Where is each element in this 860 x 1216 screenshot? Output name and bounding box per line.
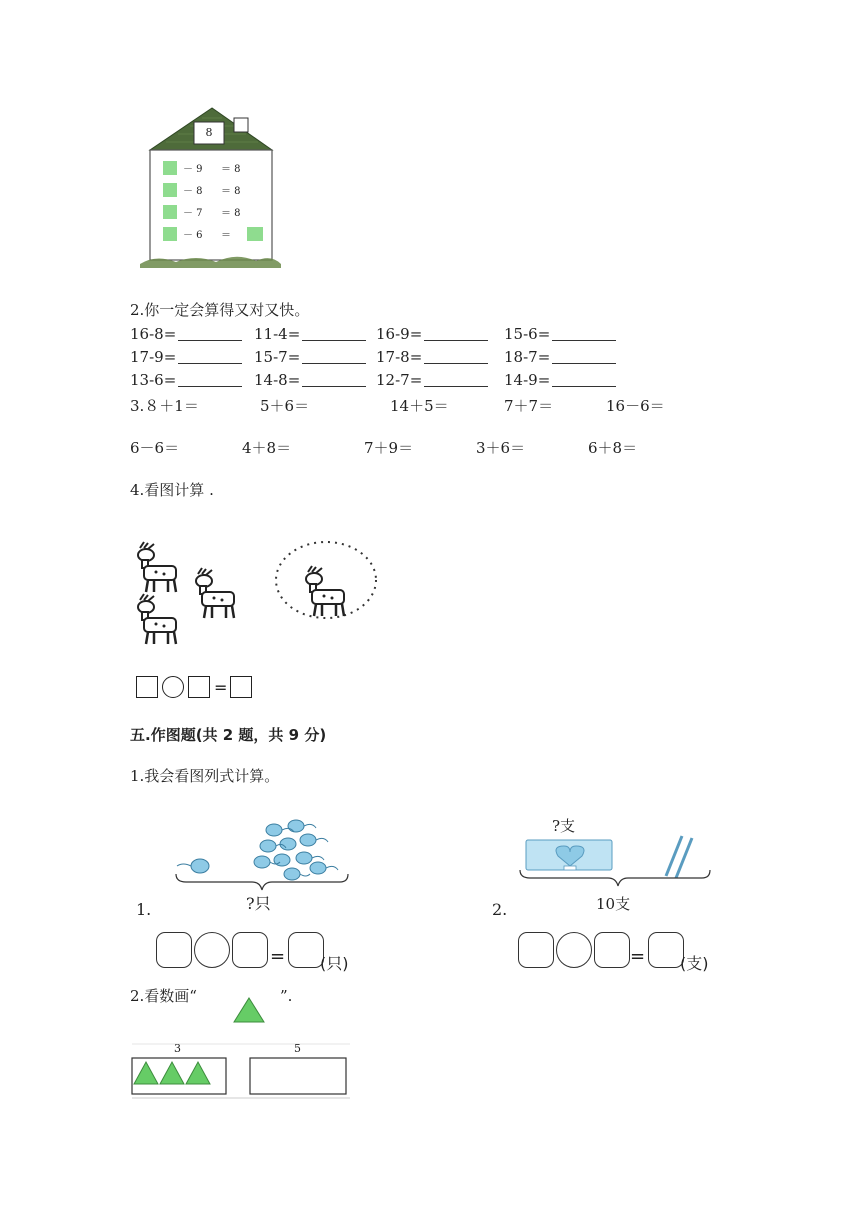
unit-label: (只) [320,954,349,973]
q5-2-title-left: 2.看数画“ [130,987,197,1005]
operator-circle[interactable] [162,676,184,698]
left-index: 1. [136,900,152,919]
problem: 14-8= [254,371,301,389]
problem: 15-7= [254,348,301,366]
answer-box[interactable] [594,932,630,968]
row-eq: ＝ 8 [221,164,241,175]
equals-sign: = [214,678,228,697]
row-eq: ＝ [221,230,231,241]
problem: 15-6= [504,325,551,343]
box1-label: 3 [174,1042,181,1055]
equals-sign: = [270,946,286,967]
right-index: 2. [492,900,508,919]
answer-blank[interactable] [178,372,242,387]
q2-grid [130,324,650,394]
green-answer-box[interactable] [163,227,177,241]
answer-box[interactable] [518,932,554,968]
answer-box[interactable] [156,932,192,968]
count-box-figure [130,1040,352,1102]
q3-problem: 7＋7＝ [504,397,554,415]
problem: 17-9= [130,348,177,366]
unit-label: (支) [680,954,709,973]
problem: 16-9= [376,325,423,343]
answer-blank[interactable] [552,372,616,387]
left-question: ?只 [246,894,271,913]
answer-box[interactable] [288,932,324,968]
q3-problem: 3.８＋1＝ [130,397,199,415]
answer-blank[interactable] [302,372,366,387]
row-op: － 8 [183,186,203,197]
house-figure [136,104,286,274]
house-row [163,204,273,220]
answer-blank[interactable] [424,326,488,341]
green-answer-box[interactable] [163,205,177,219]
row-op: － 6 [183,230,203,241]
answer-blank[interactable] [424,349,488,364]
q3-problem: 16－6＝ [606,397,665,415]
house-row [163,160,273,176]
answer-blank[interactable] [302,326,366,341]
tadpole-icon [172,810,352,892]
q3-problem: 3＋6＝ [476,439,526,457]
house-row [163,226,273,242]
triangle-icon [232,996,266,1028]
roof-number: 8 [205,126,213,139]
answer-box[interactable] [188,676,210,698]
q2-title: 2.你一定会算得又对又快。 [130,301,310,319]
pencil-picture [516,832,716,898]
answer-box[interactable] [136,676,158,698]
row-eq: ＝ 8 [221,186,241,197]
problem: 17-8= [376,348,423,366]
problem: 14-9= [504,371,551,389]
answer-blank[interactable] [302,349,366,364]
problem: 18-7= [504,348,551,366]
q5-1-title: 1.我会看图列式计算。 [130,767,280,785]
green-answer-box[interactable] [163,183,177,197]
problem: 12-7= [376,371,423,389]
answer-blank[interactable] [552,349,616,364]
answer-blank[interactable] [552,326,616,341]
deer-icon [128,538,388,648]
equals-sign: = [630,946,646,967]
q3-problem: 14＋5＝ [390,397,449,415]
answer-blank[interactable] [178,349,242,364]
q3-problem: 4＋8＝ [242,439,292,457]
row-op: － 7 [183,208,203,219]
house-row [163,182,273,198]
answer-box[interactable] [232,932,268,968]
right-question: ?支 [552,817,576,835]
right-total: 10支 [596,895,631,913]
green-answer-box[interactable] [163,161,177,175]
problem: 13-6= [130,371,177,389]
problem: 11-4= [254,325,301,343]
fish-picture [172,810,352,892]
q4-title: 4.看图计算 . [130,481,214,499]
answer-blank[interactable] [424,372,488,387]
answer-blank[interactable] [178,326,242,341]
drawing-area[interactable] [252,1060,344,1092]
pencil-box-icon [516,832,716,898]
q5-2-title-right: ”. [280,987,293,1005]
answer-box[interactable] [648,932,684,968]
q3-problem: 6＋8＝ [588,439,638,457]
q3-problem: 5＋6＝ [260,397,310,415]
row-op: － 9 [183,164,203,175]
deer-picture [128,538,388,648]
operator-circle[interactable] [194,932,230,968]
answer-box[interactable] [230,676,252,698]
green-answer-box[interactable] [247,227,263,241]
q3-problem: 7＋9＝ [364,439,414,457]
problem: 16-8= [130,325,177,343]
operator-circle[interactable] [556,932,592,968]
box2-label: 5 [294,1042,301,1055]
row-eq: ＝ 8 [221,208,241,219]
section-heading: 五.作图题(共 2 题，共 9 分) [130,726,327,744]
q3-problem: 6－6＝ [130,439,180,457]
